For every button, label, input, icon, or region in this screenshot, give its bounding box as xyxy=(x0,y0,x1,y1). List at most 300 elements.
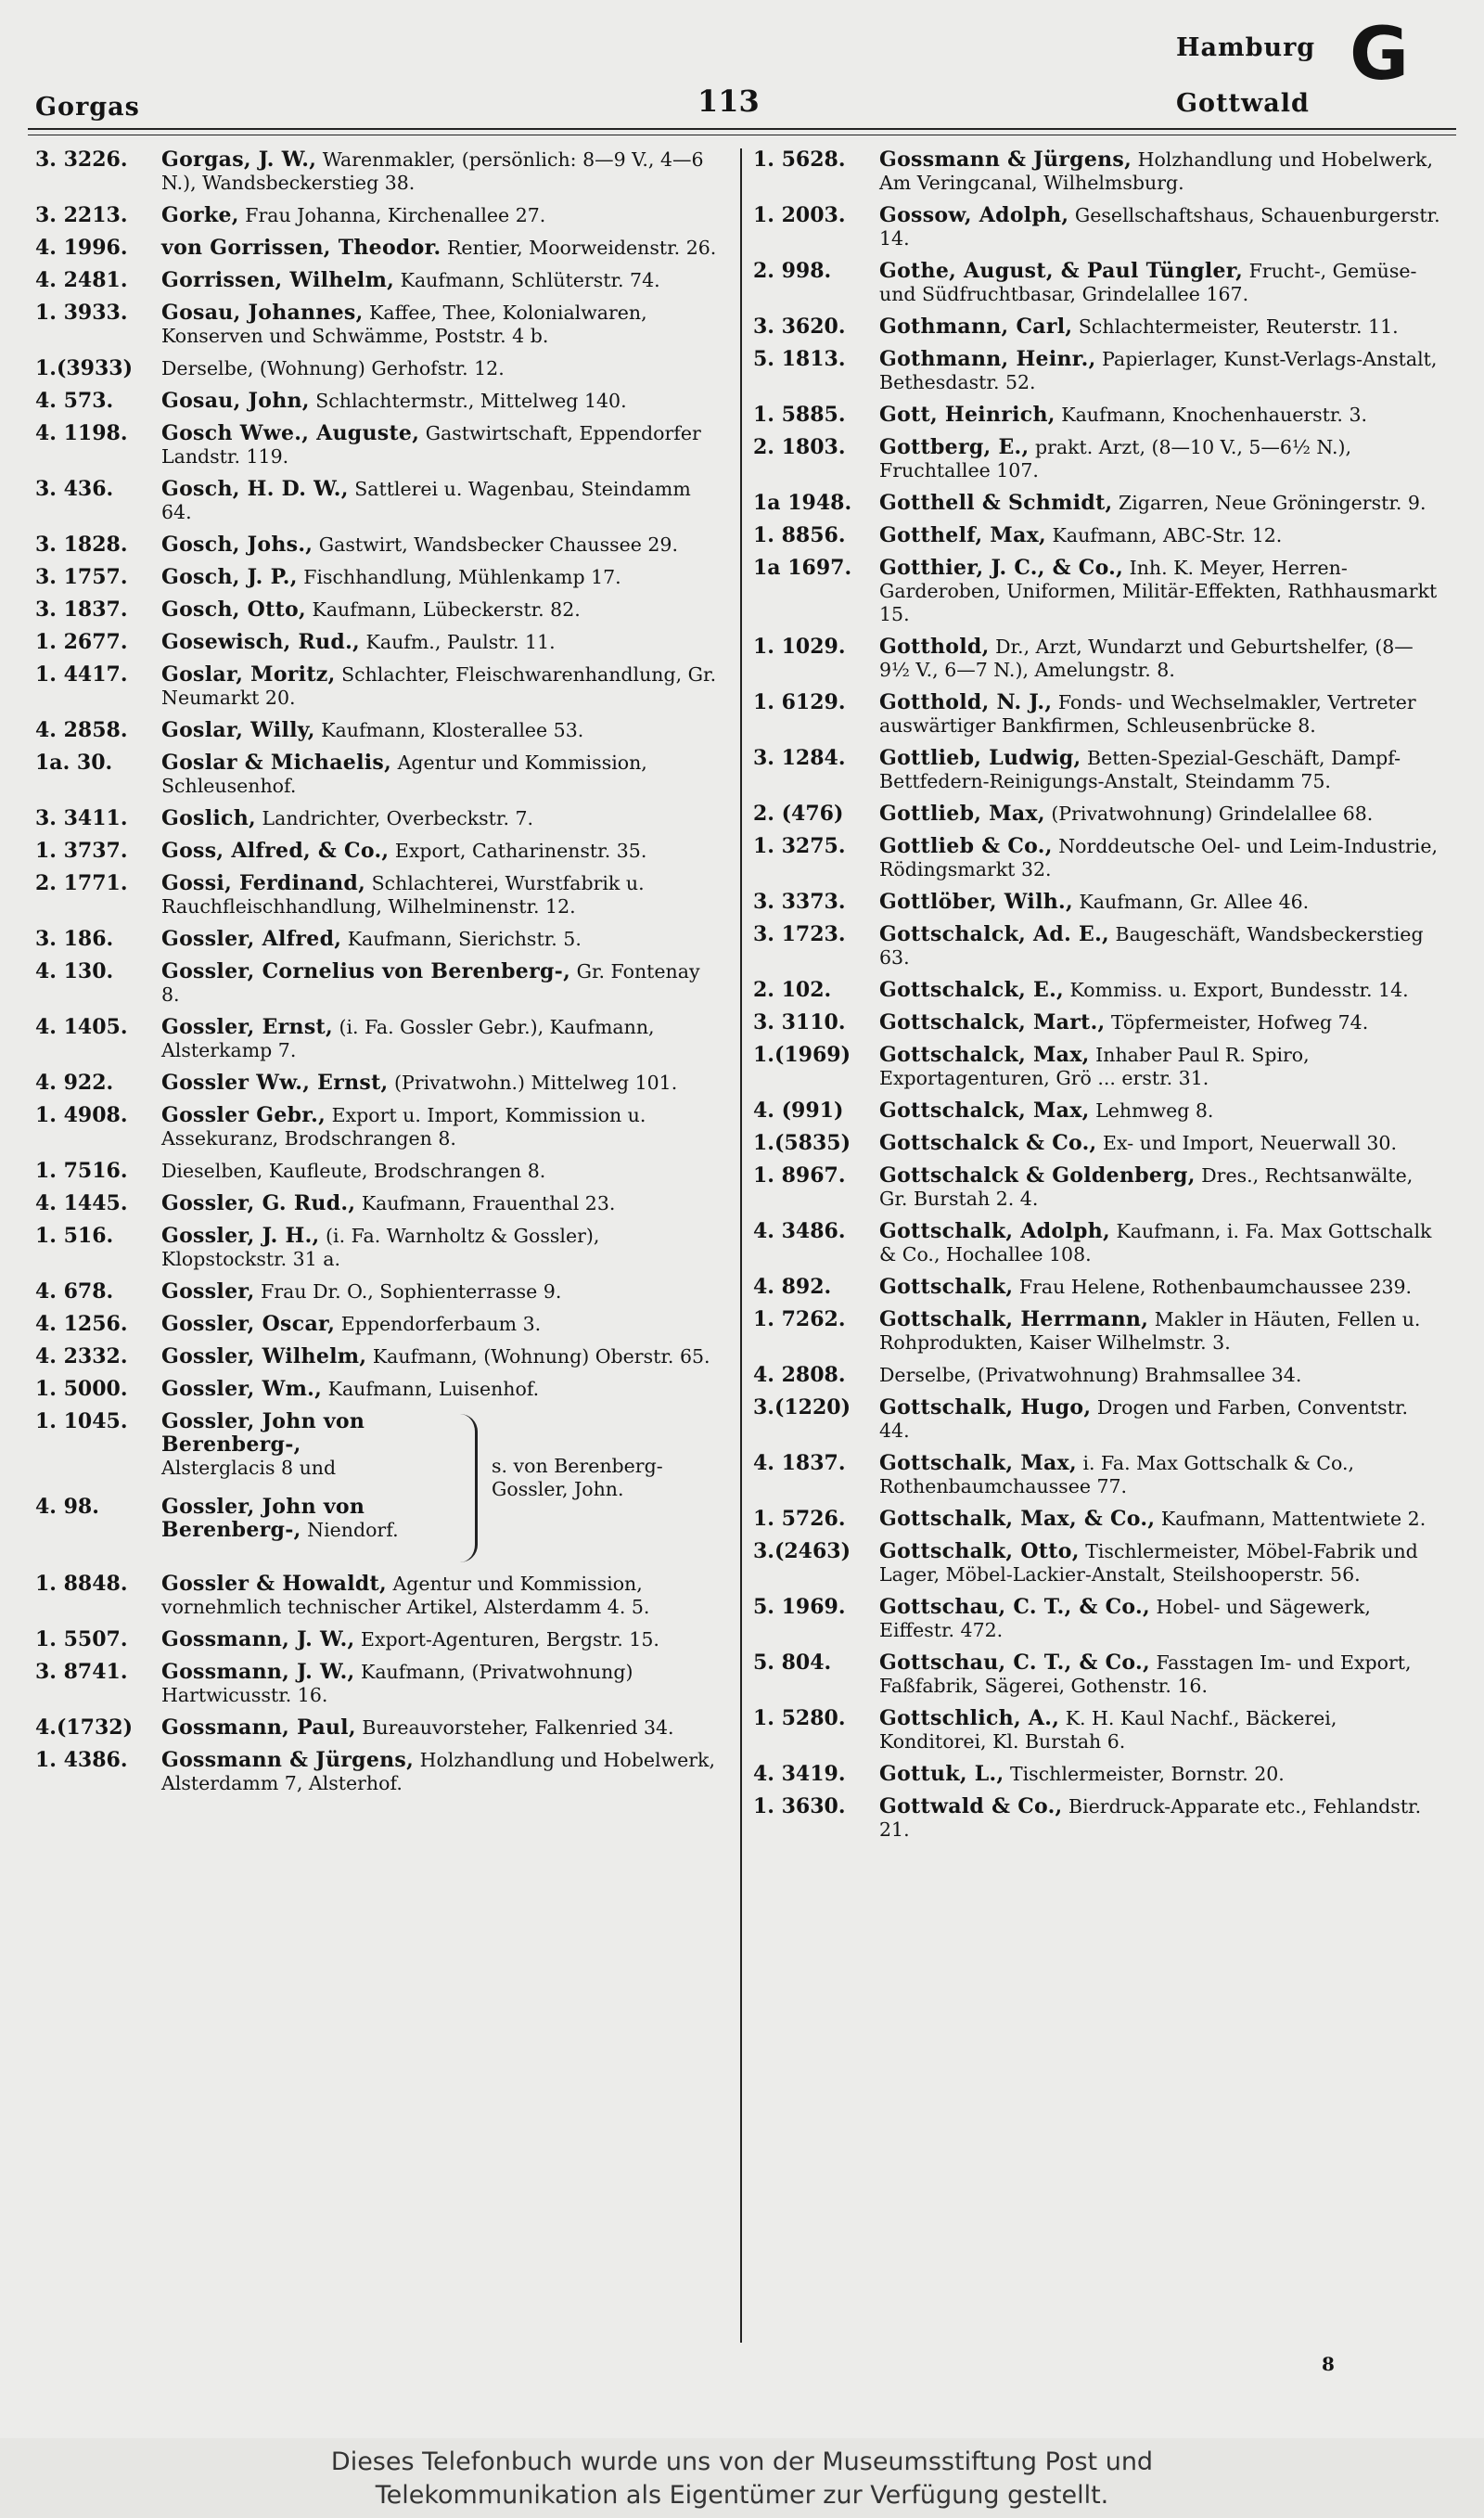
entry-name: Gossler, John von Berenberg-, xyxy=(161,1409,365,1457)
entry-name: Gossmann, Paul, xyxy=(161,1715,356,1740)
entry-name: Gottschalck, Mart., xyxy=(879,1010,1106,1034)
entry-name: Gothmann, Carl, xyxy=(879,315,1073,339)
entry-number: 3. 436. xyxy=(35,477,114,501)
entry-number: 4. 1198. xyxy=(35,421,128,445)
entry-name: Gossler, Cornelius von Berenberg-, xyxy=(161,959,571,983)
directory-entry xyxy=(35,598,723,622)
directory-entry xyxy=(35,631,723,654)
entry-name: Gott, Heinrich, xyxy=(879,403,1055,427)
entry-number: 1.(5835) xyxy=(753,1131,851,1155)
directory-entry xyxy=(35,1192,723,1215)
entry-name: Gothmann, Heinr., xyxy=(879,347,1096,371)
directory-entry xyxy=(753,1763,1441,1786)
entry-details: Kaufmann, i. Fa. Max Gottschalk & Co., Hochallee 108. xyxy=(879,1220,1432,1265)
entry-name: Gossler, Wm., xyxy=(161,1377,323,1401)
directory-entry xyxy=(753,492,1441,515)
directory-entry xyxy=(35,1225,723,1271)
entry-details: Kaufmann, Luisenhof. xyxy=(322,1378,540,1400)
directory-entry xyxy=(35,1661,723,1707)
notice-line-2: Telekommunikation als Eigentümer zur Verfügung gestellt. xyxy=(375,2481,1109,2510)
entry-details: Schlachterei, Wurstfabrik u. Rauchfleischhandlung, Wilhelminenstr. 12. xyxy=(161,872,645,918)
entry-name: Gottschalk, Max, & Co., xyxy=(879,1507,1156,1531)
directory-entry xyxy=(35,1104,723,1150)
entry-number: 1. 7516. xyxy=(35,1159,128,1183)
directory-entry xyxy=(753,1364,1441,1387)
directory-entry xyxy=(753,747,1441,793)
directory-entry xyxy=(753,1540,1441,1587)
entry-details: Kaufmann, Frauenthal 23. xyxy=(355,1192,616,1214)
entry-details: Schlachtermstr., Mittelweg 140. xyxy=(309,390,627,412)
entry-name: Gottschalck & Co., xyxy=(879,1131,1097,1155)
directory-entry xyxy=(753,1276,1441,1299)
entry-details: Bierdruck-Apparate etc., Fehlandstr. 21. xyxy=(879,1795,1422,1841)
entry-details: Fonds- und Wechselmakler, Vertreter auswärtiger Bankfirmen, Schleusenbrücke 8. xyxy=(879,691,1416,737)
entry-number: 4. 3486. xyxy=(753,1219,846,1243)
entry-name: Gotthier, J. C., & Co., xyxy=(879,556,1124,580)
entry-details: Landrichter, Overbeckstr. 7. xyxy=(256,807,534,829)
entry-name: Gothe, August, & Paul Tüngler, xyxy=(879,259,1244,283)
entry-number: 1. 5000. xyxy=(35,1377,128,1401)
entry-details: Töpfermeister, Hofweg 74. xyxy=(1105,1011,1369,1034)
directory-entry xyxy=(753,636,1441,682)
entry-name: Gossler Gebr., xyxy=(161,1103,326,1127)
entry-details: Derselbe, (Wohnung) Gerhofstr. 12. xyxy=(161,357,505,379)
directory-entry xyxy=(35,807,723,830)
entry-details: Kaufmann, ABC-Str. 12. xyxy=(1046,524,1283,546)
directory-entry xyxy=(753,923,1441,970)
entry-name: Gosch, Johs., xyxy=(161,533,313,557)
entry-number: 3. 3411. xyxy=(35,806,128,830)
directory-entry xyxy=(753,1452,1441,1498)
entry-number: 4. 678. xyxy=(35,1279,114,1304)
entry-number: 1a 1697. xyxy=(753,556,852,580)
directory-entry xyxy=(753,1220,1441,1266)
entry-name: Gossler, Alfred, xyxy=(161,927,342,951)
entry-details: Makler in Häuten, Fellen u. Rohprodukten, Kaiser Wilhelmstr. 3. xyxy=(879,1308,1421,1354)
entry-details: K. H. Kaul Nachf., Bäckerei, Konditorei, Kl. Burstah 6. xyxy=(879,1707,1337,1753)
directory-entry xyxy=(753,835,1441,881)
entry-name: Gosch Wwe., Auguste, xyxy=(161,421,420,445)
directory-entry xyxy=(35,269,723,292)
entry-name: Gossmann, J. W., xyxy=(161,1627,355,1651)
entry-number: 3. 1837. xyxy=(35,597,128,622)
entry-details: Norddeutsche Oel- und Leim-Industrie, Rödingsmarkt 32. xyxy=(879,835,1438,880)
directory-entry xyxy=(753,1164,1441,1211)
entry-details: Inh. K. Meyer, Herren-Garderoben, Uniformen, Militär-Effekten, Rathhausmarkt 15. xyxy=(879,557,1438,625)
entry-name: Gottlieb, Max, xyxy=(879,802,1045,826)
entry-name: Gossler Ww., Ernst, xyxy=(161,1071,389,1095)
header-left-keyword: Gorgas xyxy=(35,93,140,122)
entry-number: 1a 1948. xyxy=(753,491,852,515)
entry-number: 1. 8856. xyxy=(753,523,846,547)
entry-details: Holzhandlung und Hobelwerk, Alsterdamm 7, Alsterhof. xyxy=(161,1749,715,1794)
entry-details: Agentur und Kommission, vornehmlich technischer Artikel, Alsterdamm 4. 5. xyxy=(161,1573,650,1618)
directory-entry xyxy=(35,1160,723,1183)
directory-entry xyxy=(35,566,723,589)
entry-details: Frau Dr. O., Sophienterrasse 9. xyxy=(254,1280,562,1303)
entry-number: 1. 7262. xyxy=(753,1307,846,1331)
entry-name: Goslar, Willy, xyxy=(161,718,315,742)
entry-details: Kommiss. u. Export, Bundesstr. 14. xyxy=(1064,979,1409,1001)
header-rule xyxy=(28,128,1456,130)
entry-name: Gotthell & Schmidt, xyxy=(879,491,1113,515)
header-right-keyword: Gottwald xyxy=(1176,89,1310,118)
entry-name: Gossmann, J. W., xyxy=(161,1660,355,1684)
entry-number: 1. 3933. xyxy=(35,301,128,325)
entry-details: Kaufmann, Gr. Allee 46. xyxy=(1072,891,1310,913)
entry-details: Kaffee, Thee, Kolonialwaren, Konserven und Schwämme, Poststr. 4 b. xyxy=(161,302,647,347)
entry-name: Gottlieb & Co., xyxy=(879,834,1053,858)
ownership-notice xyxy=(0,2438,1484,2518)
entry-name: Gotthelf, Max, xyxy=(879,523,1047,547)
directory-entry xyxy=(753,979,1441,1002)
entry-number: 4. 922. xyxy=(35,1071,114,1095)
entry-name: Gossler, J. H., xyxy=(161,1224,320,1248)
entry-name: Gottschalk, Hugo, xyxy=(879,1395,1092,1420)
entry-name: Gossler & Howaldt, xyxy=(161,1572,387,1596)
entry-number: 3. 1723. xyxy=(753,922,846,946)
entry-number: 4. 2858. xyxy=(35,718,128,742)
entry-details: Sattlerei u. Wagenbau, Steindamm 64. xyxy=(161,478,691,523)
entry-details: Fischhandlung, Mühlenkamp 17. xyxy=(297,566,621,588)
entry-details: Bureauvorsteher, Falkenried 34. xyxy=(355,1716,674,1739)
entry-name: Gossmann & Jürgens, xyxy=(161,1748,415,1772)
section-letter: G xyxy=(1350,13,1410,96)
entry-name: Gossow, Adolph, xyxy=(879,203,1069,227)
entry-details: Export, Catharinenstr. 35. xyxy=(389,840,647,862)
directory-entry xyxy=(753,1651,1441,1698)
entry-number: 4. 1256. xyxy=(35,1312,128,1336)
entry-details: (Privatwohnung) Grindelallee 68. xyxy=(1044,803,1374,825)
entry-name: Gottschalck, E., xyxy=(879,978,1065,1002)
directory-entry xyxy=(753,1099,1441,1123)
entry-number: 2. 998. xyxy=(753,259,832,283)
entry-details: i. Fa. Max Gottschalk & Co., Rothenbaumchaussee 77. xyxy=(879,1452,1354,1497)
entry-number: 3.(2463) xyxy=(753,1539,851,1563)
entry-number: 1. 516. xyxy=(35,1224,114,1248)
entry-number: 1. 3737. xyxy=(35,839,128,863)
entry-number: 3. 3620. xyxy=(753,315,846,339)
entry-name: Gottschalck, Max, xyxy=(879,1098,1090,1123)
entry-number: 1. 3275. xyxy=(753,834,846,858)
directory-entry xyxy=(35,390,723,413)
entry-details: Fasstagen Im- und Export, Faßfabrik, Sägerei, Gothenstr. 16. xyxy=(879,1651,1412,1697)
entry-details: Kaufmann, Lübeckerstr. 82. xyxy=(305,598,581,621)
entry-number: 1. 4386. xyxy=(35,1748,128,1772)
entry-number: 1. 8848. xyxy=(35,1572,128,1596)
entry-name: Gossler, John von Berenberg-, xyxy=(161,1495,365,1542)
entry-number: 3. 186. xyxy=(35,927,114,951)
entry-name: Goslar & Michaelis, xyxy=(161,751,392,775)
entry-details: Agentur und Kommission, Schleusenhof. xyxy=(161,752,647,797)
entry-name: Gosch, J. P., xyxy=(161,565,298,589)
directory-entry xyxy=(35,1716,723,1740)
entry-number: 4. 573. xyxy=(35,389,114,413)
entry-number: 2. 1771. xyxy=(35,871,128,895)
entry-details: Export-Agenturen, Bergstr. 15. xyxy=(354,1628,659,1651)
directory-entry xyxy=(35,237,723,260)
directory-entry xyxy=(753,557,1441,626)
right-column xyxy=(753,148,1441,1851)
directory-entry xyxy=(35,148,723,195)
cross-reference: s. von Berenberg-Gossler, John. xyxy=(492,1455,663,1500)
directory-entry xyxy=(753,260,1441,306)
entry-details: Kaufmann, (Privatwohnung) Hartwicusstr. 16. xyxy=(161,1661,633,1706)
directory-entry xyxy=(35,1749,723,1795)
entry-number: 1. 5628. xyxy=(753,148,846,172)
entry-details: Kaufmann, Sierichstr. 5. xyxy=(341,928,582,950)
directory-entry xyxy=(753,204,1441,251)
entry-name: Gottberg, E., xyxy=(879,435,1030,459)
directory-entry xyxy=(35,302,723,348)
entry-number: 4. (991) xyxy=(753,1098,844,1123)
entry-number: 3. 2213. xyxy=(35,203,128,227)
entry-details: Gastwirt, Wandsbecker Chaussee 29. xyxy=(313,533,678,556)
entry-number: 3. 3373. xyxy=(753,890,846,914)
entry-name: Goslar, Moritz, xyxy=(161,662,336,687)
entry-details: Holzhandlung und Hobelwerk, Am Veringcanal, Wilhelmsburg. xyxy=(879,148,1433,194)
entry-details: Rentier, Moorweidenstr. 26. xyxy=(441,237,717,259)
entry-name: Gosch, H. D. W., xyxy=(161,477,349,501)
directory-entry xyxy=(35,840,723,863)
entry-name: Gossi, Ferdinand, xyxy=(161,871,366,895)
brace-bracket xyxy=(460,1414,478,1562)
directory-entry xyxy=(35,357,723,380)
entry-details: Kaufmann, (Wohnung) Oberstr. 65. xyxy=(366,1345,710,1368)
directory-entry xyxy=(35,928,723,951)
entry-details: Niendorf. xyxy=(301,1519,399,1541)
entry-number: 4. 1996. xyxy=(35,236,128,260)
entry-details: Kaufm., Paulstr. 11. xyxy=(360,631,556,653)
entry-details: Dr., Arzt, Wundarzt und Geburtshelfer, (8—9½ V., 6—7 N.), Amelungstr. 8. xyxy=(879,636,1414,681)
entry-number: 4. 2808. xyxy=(753,1363,846,1387)
directory-entry xyxy=(753,803,1441,826)
directory-entry xyxy=(753,436,1441,482)
entry-details: Schlachter, Fleischwarenhandlung, Gr. Neumarkt 20. xyxy=(161,663,717,709)
entry-details: Alsterglacis 8 und xyxy=(161,1457,337,1479)
entry-details: Baugeschäft, Wandsbeckerstieg 63. xyxy=(879,923,1424,969)
entry-number: 1. 5507. xyxy=(35,1627,128,1651)
entry-number: 1. 3630. xyxy=(753,1794,846,1818)
entry-number: 3. 8741. xyxy=(35,1660,128,1684)
directory-entry xyxy=(753,1508,1441,1531)
entry-name: Gottschalk, Herrmann, xyxy=(879,1307,1149,1331)
directory-entry xyxy=(753,1308,1441,1355)
directory-entry xyxy=(35,422,723,469)
entry-number: 4. 1445. xyxy=(35,1191,128,1215)
entry-number: 4. 3419. xyxy=(753,1762,846,1786)
entry-details: Frau Helene, Rothenbaumchaussee 239. xyxy=(1013,1276,1413,1298)
entry-details: Inhaber Paul R. Spiro, Exportagenturen, Grö ... erstr. 31. xyxy=(879,1044,1310,1089)
directory-entry xyxy=(753,1132,1441,1155)
entry-number: 4. 2332. xyxy=(35,1344,128,1368)
entry-number: 3.(1220) xyxy=(753,1395,851,1420)
directory-entry xyxy=(35,1378,723,1401)
berenberg-gossler-group xyxy=(35,1410,723,1573)
directory-entry xyxy=(753,1396,1441,1443)
entry-number: 1.(3933) xyxy=(35,356,134,380)
directory-entry xyxy=(35,719,723,742)
entry-details: Betten-Spezial-Geschäft, Dampf-Bettfedern-Reinigungs-Anstalt, Steindamm 75. xyxy=(879,747,1401,792)
signature-mark: 8 xyxy=(1322,2353,1335,2375)
notice-line-1: Dieses Telefonbuch wurde uns von der Museumsstiftung Post und xyxy=(330,2447,1154,2476)
entry-number: 1. 4908. xyxy=(35,1103,128,1127)
entry-name: Gottschau, C. T., & Co., xyxy=(879,1595,1150,1619)
directory-entry xyxy=(35,533,723,557)
directory-entry xyxy=(753,1596,1441,1642)
entry-name: Gosau, John, xyxy=(161,389,310,413)
entry-name: Gossler, G. Rud., xyxy=(161,1191,356,1215)
entry-name: Gottschalck, Ad. E., xyxy=(879,922,1109,946)
entry-name: Gottschalk, Otto, xyxy=(879,1539,1080,1563)
entry-details: Frau Johanna, Kirchenallee 27. xyxy=(238,204,546,226)
entry-number: 1. 5726. xyxy=(753,1507,846,1531)
entry-number: 4.(1732) xyxy=(35,1715,134,1740)
entry-name: Gorgas, J. W., xyxy=(161,148,317,172)
header-city: Hamburg xyxy=(1176,33,1316,62)
entry-number: 1. 5280. xyxy=(753,1706,846,1730)
entry-details: prakt. Arzt, (8—10 V., 5—6½ N.), Fruchtallee 107. xyxy=(879,436,1352,482)
entry-name: von Gorrissen, Theodor. xyxy=(161,236,441,260)
directory-entry xyxy=(35,1345,723,1368)
directory-entry xyxy=(753,315,1441,339)
entry-details: Kaufmann, Knochenhauerstr. 3. xyxy=(1055,404,1368,426)
entry-number: 3. 1757. xyxy=(35,565,128,589)
entry-number: 4. 892. xyxy=(753,1275,832,1299)
entry-details: Gr. Fontenay 8. xyxy=(161,960,700,1006)
entry-name: Gottschau, C. T., & Co., xyxy=(879,1651,1150,1675)
entry-details: Derselbe, (Privatwohnung) Brahmsallee 34. xyxy=(879,1364,1302,1386)
entry-details: Kaufmann, Mattentwiete 2. xyxy=(1155,1508,1426,1530)
entry-number: 3. 1828. xyxy=(35,533,128,557)
entry-name: Gottschalck, Max, xyxy=(879,1043,1090,1067)
directory-entry xyxy=(753,1795,1441,1842)
directory-entry xyxy=(35,872,723,919)
entry-name: Gottlieb, Ludwig, xyxy=(879,746,1081,770)
column-divider xyxy=(740,148,742,2343)
entry-number: 1. 1029. xyxy=(753,635,846,659)
entry-details: Tischlermeister, Bornstr. 20. xyxy=(1004,1763,1285,1785)
entry-name: Gorke, xyxy=(161,203,239,227)
entry-details: (Privatwohn.) Mittelweg 101. xyxy=(388,1072,678,1094)
directory-entry xyxy=(35,752,723,798)
directory-entry xyxy=(753,404,1441,427)
directory-entry xyxy=(35,1573,723,1619)
entry-number: 1. 5885. xyxy=(753,403,846,427)
entry-number: 1. 2677. xyxy=(35,630,128,654)
entry-name: Gotthold, xyxy=(879,635,990,659)
entry-number: 1. 1045. xyxy=(35,1409,128,1433)
entry-name: Gossmann & Jürgens, xyxy=(879,148,1132,172)
entry-name: Gossler, Wilhelm, xyxy=(161,1344,367,1368)
directory-entry xyxy=(35,1016,723,1062)
left-column xyxy=(35,148,723,1805)
entry-name: Gossler, Oscar, xyxy=(161,1312,336,1336)
entry-number: 2. 1803. xyxy=(753,435,846,459)
entry-details: Papierlager, Kunst-Verlags-Anstalt, Bethesdastr. 52. xyxy=(879,348,1438,393)
directory-entry xyxy=(35,1313,723,1336)
entry-number: 4. 130. xyxy=(35,959,114,983)
entry-number: 2. 102. xyxy=(753,978,832,1002)
entry-number: 1. 8967. xyxy=(753,1163,846,1188)
entry-name: Gottschalk, Adolph, xyxy=(879,1219,1110,1243)
directory-entry xyxy=(753,691,1441,738)
entry-name: Gossler, xyxy=(161,1279,255,1304)
entry-number: 2. (476) xyxy=(753,802,844,826)
entry-name: Gossler, Ernst, xyxy=(161,1015,333,1039)
directory-entry xyxy=(753,348,1441,394)
entry-details: Lehmweg 8. xyxy=(1089,1099,1214,1122)
entry-name: Gosewisch, Rud., xyxy=(161,630,361,654)
entry-number: 3. 3226. xyxy=(35,148,128,172)
entry-number: 1.(1969) xyxy=(753,1043,851,1067)
entry-number: 5. 1813. xyxy=(753,347,846,371)
entry-details: Eppendorferbaum 3. xyxy=(335,1313,542,1335)
directory-entry xyxy=(35,204,723,227)
entry-details: Frucht-, Gemüse- und Südfruchtbasar, Grindelallee 167. xyxy=(879,260,1417,305)
entry-details: Warenmakler, (persönlich: 8—9 V., 4—6 N.), Wandsbeckerstieg 38. xyxy=(161,148,704,194)
directory-entry xyxy=(35,1072,723,1095)
entry-details: Schlachtermeister, Reuterstr. 11. xyxy=(1072,315,1399,338)
entry-details: Gastwirtschaft, Eppendorfer Landstr. 119. xyxy=(161,422,701,468)
entry-number: 1. 6129. xyxy=(753,690,846,714)
entry-details: Dieselben, Kaufleute, Brodschrangen 8. xyxy=(161,1160,546,1182)
page-number: 113 xyxy=(697,84,760,119)
entry-details: Tischlermeister, Möbel-Fabrik und Lager, Möbel-Lackier-Anstalt, Steilshooperstr. 56. xyxy=(879,1540,1418,1586)
entry-number: 5. 804. xyxy=(753,1651,832,1675)
entry-details: (i. Fa. Warnholtz & Gossler), Klopstockstr. 31 a. xyxy=(161,1225,600,1270)
entry-name: Gottschalck & Goldenberg, xyxy=(879,1163,1196,1188)
entry-number: 1. 2003. xyxy=(753,203,846,227)
entry-name: Gottschalk, Max, xyxy=(879,1451,1077,1475)
entry-number: 4. 2481. xyxy=(35,268,128,292)
directory-entry xyxy=(753,148,1441,195)
directory-entry xyxy=(753,1707,1441,1754)
entry-name: Gottlöber, Wilh., xyxy=(879,890,1073,914)
entry-details: Kaufmann, Klosterallee 53. xyxy=(314,719,584,741)
entry-details: Gesellschaftshaus, Schauenburgerstr. 14. xyxy=(879,204,1440,250)
entry-name: Gosch, Otto, xyxy=(161,597,306,622)
directory-entry xyxy=(35,663,723,710)
entry-name: Goslich, xyxy=(161,806,257,830)
entry-name: Gottschlich, A., xyxy=(879,1706,1060,1730)
entry-number: 4. 98. xyxy=(35,1495,99,1519)
entry-name: Goss, Alfred, & Co., xyxy=(161,839,390,863)
entry-number: 4. 1405. xyxy=(35,1015,128,1039)
directory-entry xyxy=(35,1628,723,1651)
entry-name: Gottwald & Co., xyxy=(879,1794,1063,1818)
directory-entry xyxy=(753,524,1441,547)
directory-entry xyxy=(753,1011,1441,1034)
entry-name: Gosau, Johannes, xyxy=(161,301,364,325)
directory-entry xyxy=(753,1044,1441,1090)
entry-number: 1a. 30. xyxy=(35,751,113,775)
entry-details: Kaufmann, Schlüterstr. 74. xyxy=(394,269,660,291)
entry-name: Gotthold, N. J., xyxy=(879,690,1053,714)
entry-details: Hobel- und Sägewerk, Eiffestr. 472. xyxy=(879,1596,1371,1641)
entry-number: 3. 3110. xyxy=(753,1010,846,1034)
entry-details: Zigarren, Neue Gröningerstr. 9. xyxy=(1112,492,1426,514)
entry-name: Gottschalk, xyxy=(879,1275,1014,1299)
entry-number: 1. 4417. xyxy=(35,662,128,687)
directory-entry xyxy=(35,478,723,524)
entry-details: Export u. Import, Kommission u. Assekuranz, Brodschrangen 8. xyxy=(161,1104,646,1150)
directory-entry xyxy=(35,960,723,1007)
directory-entry xyxy=(753,891,1441,914)
entry-details: Dres., Rechtsanwälte, Gr. Burstah 2. 4. xyxy=(879,1164,1414,1210)
directory-entry xyxy=(35,1280,723,1304)
entry-details: (i. Fa. Gossler Gebr.), Kaufmann, Alsterkamp 7. xyxy=(161,1016,655,1061)
